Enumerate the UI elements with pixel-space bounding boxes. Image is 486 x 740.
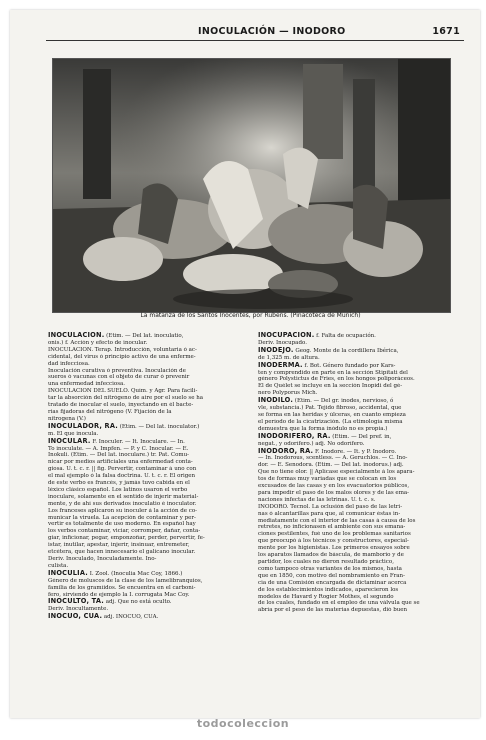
entry-line: nas ó alcantarillas para que, al comunicar éstas in- <box>258 510 401 517</box>
dictionary-entry <box>258 362 456 398</box>
entry-line: negat., y odorífero.) adj. No odorífero. <box>258 440 365 447</box>
entry-line: To inoculate. — A. Impfen. — P. y C. Inocular. — E. <box>48 445 189 452</box>
entry-line: de los establecimientos indicados, aparecieron los <box>258 586 399 593</box>
header-title: INOCULACIÓN — INODORO <box>198 26 346 37</box>
dictionary-columns <box>48 332 457 692</box>
entry-text <box>258 433 456 448</box>
entry-line: naciones infectas de las letrinas. Ú. t. c. s. <box>258 496 376 503</box>
entry-line: cia de una Comisión encargada de dictaminar acerca <box>258 579 407 586</box>
entry-line: giosa. Ú. t. c. r. || fig. Pervertir, contaminar á uno con <box>48 466 197 473</box>
entry-line: El de Quélet se incluye en la sección Inopidi del gé- <box>258 383 403 390</box>
headword: INÓDILO. <box>258 397 294 405</box>
headword: INOCULAR. <box>48 437 91 445</box>
entry-line: m. El que inocula. <box>48 430 99 437</box>
entry-line-text: Geog. Monte de la cordillera Ibérica, <box>293 347 399 354</box>
dictionary-entry <box>48 613 246 621</box>
header-rule <box>46 40 464 41</box>
entry-line: Inokuli. (Etim. — Del lat. inoculare.) tr. Pat. Comu- <box>48 452 190 459</box>
dictionary-entry <box>48 598 246 613</box>
headword: INODORÍFERO, RA. <box>258 432 331 440</box>
entry-line: fero, sirviendo de ejemplo la I. corrugata Mac Coy. <box>48 591 190 598</box>
entry-line <box>258 347 456 355</box>
entry-line: género Polystictus de Fries, en los hongos poliporáceos. <box>258 376 415 383</box>
entry-text <box>48 423 246 438</box>
headword: INOCUPACIÓN. <box>258 332 315 339</box>
running-header <box>50 26 464 40</box>
entry-line <box>258 397 456 405</box>
dictionary-entry <box>258 397 456 433</box>
dictionary-entry <box>48 332 246 423</box>
entry-line: INOCULACIÓN. Terap. Introducción, voluntaria ó ac- <box>48 346 197 353</box>
entry-line: etcétera, que hacen innecesario el galicano inocular. <box>48 549 196 556</box>
entry-line-text: F. Inodore. — It. y P. Inodoro. <box>313 448 397 455</box>
entry-text <box>258 332 456 347</box>
entry-line: modelos de Havard y Rogier Mothes, el segundo <box>258 593 394 600</box>
entry-line: demuestra que la forma inódulo no es propia.) <box>258 425 388 432</box>
entry-line: se forma en las heridas y úlceras, en cuanto empieza <box>258 411 406 418</box>
entry-line: Inoculación curativa ó preventiva. Inoculación de <box>48 367 186 374</box>
entry-line <box>48 423 246 431</box>
entry-line: INOCULACIÓN DEL SUELO. Quím. y Agr. Para facili- <box>48 388 198 395</box>
headword: INODORO, RA. <box>258 447 314 455</box>
entry-text <box>258 362 456 398</box>
entry-line: los aparatos llamados de báscula, de mamborio y de <box>258 552 404 559</box>
entry-text <box>258 397 456 433</box>
entry-text <box>258 448 456 615</box>
entry-text <box>48 332 246 423</box>
headword: INOCULACIÓN. <box>48 332 105 339</box>
entry-line-text: f. Bot. Género fundado por Kars- <box>302 362 396 369</box>
entry-line: que preocupó á los técnicos y constructores, especial- <box>258 538 409 545</box>
dictionary-entry <box>48 570 246 599</box>
entry-line-text: I. Zool. (Inoculia Mac Coy, 1866.) <box>87 570 183 577</box>
entry-line: INODORO. Tecnol. La oclusión del paso de las letri- <box>258 503 403 510</box>
entry-line: inoculare, solamente en el sentido de injerir material- <box>48 493 199 500</box>
entry-line: retretes, no inficionasen el ambiente con sus emana- <box>258 524 406 531</box>
entry-line: Deriv. Inoculado, Inoculadamente. Ino- <box>48 556 157 562</box>
entry-line: Género de moluscos de la clase de los lamelibranquios, <box>48 577 203 584</box>
entry-line-text: f. Falta de ocupación. <box>314 333 376 339</box>
entry-line-text: (Etim. — Del gr. inodes, nervioso, ó <box>293 398 394 405</box>
entry-line: de este verbo es francés, y jamás tuvo cabida en el <box>48 480 190 487</box>
entry-line: familia de los gramíidos. Se encuentra en el carboní- <box>48 584 196 591</box>
page-number: 1671 <box>432 26 460 37</box>
dictionary-entry <box>48 438 246 570</box>
entry-line <box>48 613 246 621</box>
entry-line: de los cuales, fundado en el empleo de una válvula que se <box>258 600 420 607</box>
entry-line: Deriv. Inocupado. <box>258 339 307 346</box>
entry-line: municar la viruela. La acepción de contaminar y per- <box>48 514 196 521</box>
engraving-illustration <box>52 58 451 313</box>
entry-line <box>48 570 246 578</box>
entry-line-text: adj. INOCUO, CUA. <box>102 614 159 621</box>
entry-line: Que no tiene olor. || Aplícase especialmente á los apara- <box>258 469 415 476</box>
entry-text <box>48 598 246 613</box>
entry-line-text: (Etim. — Del lat. inoculator.) <box>117 423 200 430</box>
entry-line: tratado de inocular el suelo, inyectando en él bacte- <box>48 402 194 409</box>
entry-line: excusados de las casas y en los evacuatorios públicos, <box>258 483 410 490</box>
entry-line: que en 1850, con motivo del nombramiento en Fran- <box>258 572 405 579</box>
entry-line-text: (Etim. — Del pref. in, <box>330 433 392 440</box>
entry-line: nero Polyporus Mich. <box>258 390 318 397</box>
entry-line: onis.) f. Acción y efecto de inocular. <box>48 339 148 346</box>
entry-line: vertir es totalmente de uso moderno. En español hay <box>48 521 196 528</box>
dictionary-entry <box>258 347 456 362</box>
entry-line: el mal ejemplo ó la falsa doctrina. Ú. t. c. r. El origen <box>48 473 196 480</box>
entry-line: sueros ó vacunas con el objeto de curar ó prevenir <box>48 374 190 381</box>
entry-line: Los franceses aplicaron su inoculer á la acción de co- <box>48 507 198 514</box>
entry-text <box>48 570 246 599</box>
right-column <box>258 332 456 614</box>
entry-line: vle, substancia.) Pat. Tejido fibroso, accidental, que <box>258 405 402 412</box>
entry-line-text: (Etim. — Del lat. inoculatio, <box>104 333 184 339</box>
entry-line: dad infecciosa. <box>48 360 90 367</box>
entry-line <box>258 433 456 441</box>
entry-line: abría por el peso de las materias depuestas, dió buen <box>258 607 408 614</box>
document-page <box>10 10 480 718</box>
entry-line: — In. Inodorous, scentless. — A. Geruchlos. — C. Ino- <box>258 455 408 462</box>
entry-line: mente por los higienistas. Los primeros ensayos sobre <box>258 545 410 552</box>
entry-line <box>48 332 246 340</box>
entry-line: una enfermedad infecciosa. <box>48 381 126 388</box>
left-column <box>48 332 246 621</box>
headword: INODEJO. <box>258 346 294 354</box>
entry-line <box>258 448 456 456</box>
entry-text <box>48 438 246 570</box>
dictionary-entry <box>48 423 246 438</box>
entry-line: para impedir el paso de los malos olores y de las ema- <box>258 489 410 496</box>
entry-text <box>48 613 246 621</box>
entry-line: como tampoco otras variantes de los mismos, hasta <box>258 565 402 572</box>
headword: INODERMA. <box>258 361 303 369</box>
illustration-caption: La matanza de los Santos Inocentes, por Rubens. (Pinacoteca de Munich) <box>140 312 361 319</box>
entry-line: culista. <box>48 562 69 569</box>
entry-line: giar, inficionar, pegar, emponzoñar, perder, pervertir, fe- <box>48 535 205 542</box>
entry-line: ciones pestilentes, fué uno de los problemas sanitarios <box>258 531 411 538</box>
entry-text <box>258 347 456 362</box>
entry-line <box>258 362 456 370</box>
dictionary-entry <box>258 433 456 448</box>
entry-line: tos de formas muy variadas que se colocan en los <box>258 476 397 483</box>
entry-line: mediatamente con el interior de las casas á causa de los <box>258 517 416 524</box>
entry-line: de 1,325 m. de altura. <box>258 354 320 361</box>
entry-line: cidental, del virus ó principio activo de una enferme- <box>48 353 196 360</box>
entry-line: tar la absorción del nitrógeno de aire por el suelo se ha <box>48 395 204 402</box>
entry-line: mente, y de ahí sus derivados inoculatio é inoculator. <box>48 500 197 507</box>
entry-line: ten y comprendido en parte en la sección Stipitati del <box>258 369 408 376</box>
entry-line: rias fijadoras del nitrógeno (V. Fijación de la <box>48 408 172 415</box>
entry-line: Deriv. Inocultamente. <box>48 606 109 613</box>
entry-line: dor. — E. Senodora. (Etim. — Del lat. inodorus.) adj. <box>258 462 404 469</box>
entry-line: istar, inutilar, apestar, injerir, insinuar, entremeter, <box>48 542 190 549</box>
headword: INOCULADOR, RA. <box>48 422 118 430</box>
entry-line-text: F. Inoculer. — It. Inoculare. — In. <box>90 438 185 445</box>
entry-line <box>48 438 246 446</box>
entry-line: léxico clásico español. Los latinos usaron el verbo <box>48 486 188 493</box>
dictionary-entry <box>258 332 456 347</box>
entry-line <box>48 598 246 606</box>
headword: INOCULTO, TA. <box>48 598 104 606</box>
dictionary-entry <box>258 448 456 615</box>
entry-line: nicar por medios artificiales una enfermedad conta- <box>48 459 193 466</box>
entry-line <box>258 332 456 340</box>
headword: INOCUO, CUA. <box>48 613 103 621</box>
watermark-logo: todocoleccion <box>196 717 290 730</box>
entry-line: partidor, los cuales no dieron resultado práctico, <box>258 559 394 565</box>
entry-line-text: adj. Que no está oculto. <box>103 599 172 606</box>
entry-line: nitrogena (V.) <box>48 415 86 422</box>
entry-line: el período de la cicatrización. (La etimología misma <box>258 418 403 425</box>
entry-line: los verbos contaminar, viciar, corromper, dañar, conta- <box>48 528 201 535</box>
headword: INOCULIA. <box>48 569 88 577</box>
